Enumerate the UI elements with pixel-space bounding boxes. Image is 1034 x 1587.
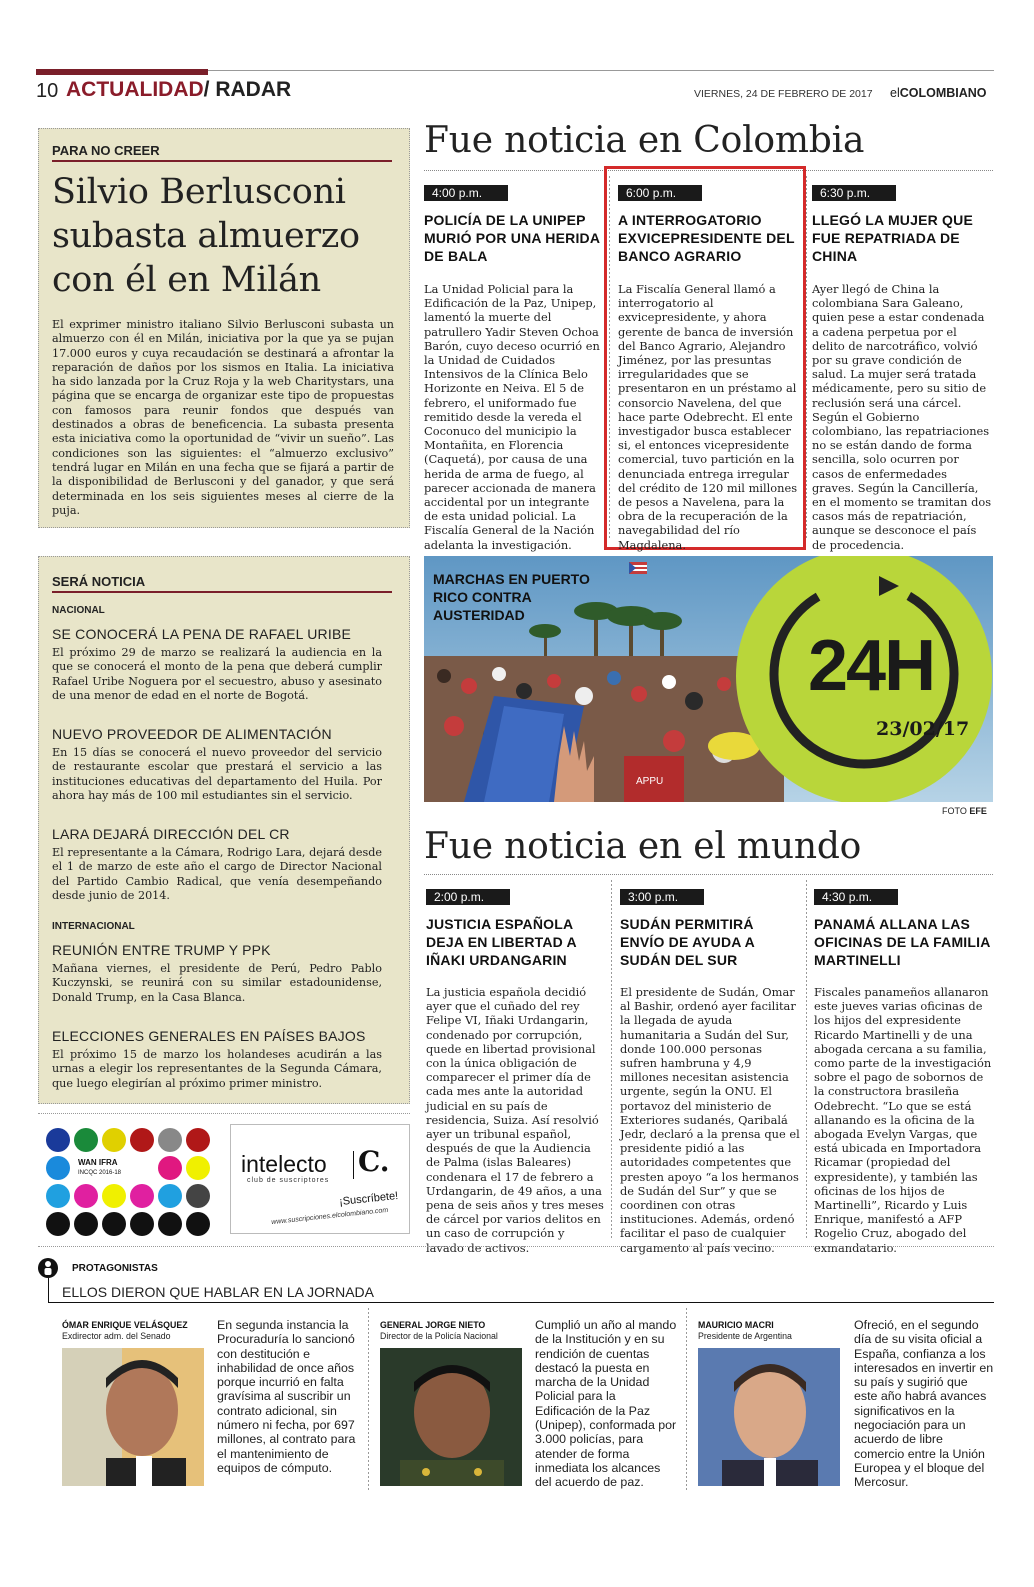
mundo-story-3 xyxy=(814,886,992,1255)
sera-noticia-head-3: LARA DEJARÁ DIRECCIÓN DEL CR xyxy=(52,826,290,842)
section-name: ACTUALIDAD xyxy=(66,78,204,101)
category-nacional: NACIONAL xyxy=(52,605,105,616)
category-internacional: INTERNACIONAL xyxy=(52,921,135,932)
club-logo-letter: C. xyxy=(358,1145,390,1178)
time-badge: 2:00 p.m. xyxy=(426,889,510,905)
newspaper-logo xyxy=(890,86,987,100)
para-no-creer-title: Silvio Berlusconi subasta almuerzo con él en Milán xyxy=(52,172,360,300)
story-body: El presidente de Sudán, Omar al Bashir, ordenó ayer facilitar la llegada de ayuda humanitaria a Sudán del Sur, donde 100.000 personas sufren hambruna y 4,9 millones necesitan asistencia urgente, según la ONU. El portavoz del ministerio de Exteriores sudanés, Qaribalá Jedr, declaró a la prensa que el presidente pidió a las autoridades competentes que presten apoyo “a los hermanos de Sudán del Sur” y que se coordinen con otras instituciones. Además, ordenó facilitar el paso de cualquier cargamento al país vecino. xyxy=(620,985,800,1255)
colombia-story-3 xyxy=(812,182,992,552)
column-divider xyxy=(368,1308,369,1490)
story-body: Ayer llegó de China la colombiana Sara Galeano, quien pese a estar condenada a cadena perpetua por el delito de narcotráfico, volvió por su grave condición de salud. La mujer será tratada médicamente, pero su sitio de reclusión será una cárcel. Según el Gobierno colombiano, las repatriaciones no se están dando de forma sencilla, solo ocurren por casos de enfermedades graves. Según la Cancillería, en el momento se tramitan dos casos más de repatriación, aunque se desconoce el país de procedencia. xyxy=(812,282,992,552)
print-color-test-chart xyxy=(44,1126,212,1238)
sera-noticia-body-4: Mañana viernes, el presidente de Perú, Pedro Pablo Kuczynski, se reunirá con su similar estadounidense, Donald Trump, en la Casa Blanca. xyxy=(52,962,382,1004)
person-icon xyxy=(38,1258,58,1278)
sera-noticia-head-2: NUEVO PROVEEDOR DE ALIMENTACIÓN xyxy=(52,726,332,742)
time-badge: 3:00 p.m. xyxy=(620,889,704,905)
para-no-creer-kicker: PARA NO CREER xyxy=(52,143,160,158)
sera-noticia-body-5: El próximo 15 de marzo los holandeses acudirán a las urnas a elegir los representantes de la Segunda Cámara, que luego elegirían al próximo primer ministro. xyxy=(52,1048,382,1090)
story-body: La Unidad Policial para la Edificación de la Paz, Unipep, lamentó la muerte del patrullero Yadir Steven Ochoa Barón, cuyo deceso ocurrió en la Unidad de Cuidados Intensivos de la Clínica Belo Horizonte en Neiva. El 5 de febrero, el uniformado fue remitido desde la vereda el Coconuco del municipio la Montañita, en Florencia (Caquetá), por causa de una herida de arma de fuego, al parecer accionada de manera accidental por un integrante de esta unidad policial. La Fiscalía General de la Nación adelanta la investigación. xyxy=(424,282,600,552)
photo-credit xyxy=(942,806,987,816)
protagonist-1-name: ÓMAR ENRIQUE VELÁSQUEZ xyxy=(62,1320,188,1330)
column-divider xyxy=(806,176,807,538)
protagonist-3-quote: Ofreció, en el segundo día de su visita oficial a España, confianza a los interesados en invertir en su país y sugirió que este año habrá avances significativos en la negociación para un acuerdo de libre comercio entre la Unión Europea y el bloque del Mercosur. xyxy=(854,1318,994,1490)
logo-prefix: el xyxy=(890,86,900,100)
time-badge: 6:00 p.m. xyxy=(618,185,702,201)
protagonist-1-photo xyxy=(62,1348,204,1486)
story-body: Fiscales panameños allanaron este jueves varias oficinas de los hijos del expresidente Ricardo Martinelli y de una abogada cercana a su familia, como parte de la investigación sobre el pago de sobornos de la constructora brasileña Odebrecht. “Lo que se está allanando es la oficina de la abogada Evelyn Vargas, que está ubicada en Importadora Ricamar (propiedad del expresidente), y también las oficinas de los hijos de Martinelli”, Ricardo y Luis Enrique, manifestó a AFP Rogelio Cruz, abogado del exmandatario. xyxy=(814,985,992,1255)
story-headline: LLEGÓ LA MUJER QUE FUE REPATRIADA DE CHINA xyxy=(812,212,973,264)
24h-date: 23/02/17 xyxy=(876,718,970,740)
section-title xyxy=(66,78,291,102)
time-badge: 6:30 p.m. xyxy=(812,185,896,201)
protagonistas-kicker: PROTAGONISTAS xyxy=(72,1263,158,1274)
story-body: La justicia española decidió ayer que el cuñado del rey Felipe VI, Iñaki Urdangarin, condenado por corrupción, quede en libertad provisional con la única obligación de comparecer el primer día de cada mes ante la autoridad judicial en su país de residencia, Suiza. Así resolvió ayer un tribunal español, después de que la Audiencia de Palma (islas Baleares) condenara el 17 de febrero a Urdangarin, de 49 años, a una pena de seis años y tres meses de cárcel por varios delitos en un caso de corrupción y lavado de activos. xyxy=(426,985,604,1255)
protagonist-1-quote: En segunda instancia la Procuraduría lo sancionó con destitución e inhabilidad de once años porque incurrió en falta gravísima al suscribir un contrato adicional, sin número ni fecha, por 697 millones, al contrato para el mantenimiento de equipos de cómputo. xyxy=(217,1318,356,1475)
story-headline: POLICÍA DE LA UNIPEP MURIÓ POR UNA HERIDA DE BALA xyxy=(424,212,600,264)
protagonist-2-photo xyxy=(380,1348,522,1486)
kicker-rule xyxy=(52,591,392,593)
photo-credit-agency: EFE xyxy=(969,806,987,816)
protagonist-2-name: GENERAL JORGE NIETO xyxy=(380,1320,486,1330)
protagonist-3-name: MAURICIO MACRI xyxy=(698,1320,774,1330)
section-color-bar xyxy=(36,69,208,75)
divider xyxy=(38,1113,410,1114)
story-headline: JUSTICIA ESPAÑOLA DEJA EN LIBERTAD A IÑAKI URDANGARIN xyxy=(426,916,577,968)
protagonist-2-role: Director de la Policía Nacional xyxy=(380,1331,498,1341)
protagonist-2-quote: Cumplió un año al mando de la Institución y en su rendición de cuentas destacó la puesta en marcha de la Unidad Policial para la Edificación de la Paz (Unipep), conformada por 3.000 policías, para atender de forma inmediata los alcances del acuerdo de paz. xyxy=(535,1318,677,1490)
sera-noticia-head-4: REUNIÓN ENTRE TRUMP Y PPK xyxy=(52,942,271,958)
edition-date: VIERNES, 24 DE FEBRERO DE 2017 xyxy=(694,88,873,100)
story-headline: SUDÁN PERMITIRÁ ENVÍO DE AYUDA A SUDÁN DEL SUR xyxy=(620,916,755,968)
column-divider xyxy=(611,880,612,1240)
protagonistas-rule xyxy=(48,1302,994,1303)
column-divider xyxy=(686,1308,687,1490)
colombia-section-title: Fue noticia en Colombia xyxy=(424,120,865,161)
sera-noticia-body-1: El próximo 29 de marzo se realizará la audiencia en la que se conocerá el monto de la pena que deberá cumplir Rafael Uribe Noguera por el secuestro, abuso y asesinato de una menor de edad en el norte de Bogotá. xyxy=(52,646,382,702)
protagonistas-subtitle: ELLOS DIERON QUE HABLAR EN LA JORNADA xyxy=(62,1284,374,1300)
protagonist-1-role: Exdirector adm. del Senado xyxy=(62,1331,171,1341)
colombia-story-2 xyxy=(618,182,800,552)
sera-noticia-body-2: En 15 días se conocerá el nuevo proveedor del servicio de restaurante escolar que prestará el servicio a las instituciones educativas del departamento del Huila. Por ahora hay más de 100 mil estudiantes sin el servicio. xyxy=(52,746,382,802)
story-headline: A INTERROGATORIO EXVICEPRESIDENTE DEL BANCO AGRARIO xyxy=(618,212,795,264)
logo-main: COLOMBIANO xyxy=(899,86,987,100)
kicker-rule xyxy=(52,160,392,162)
protagonist-3-photo xyxy=(698,1348,840,1486)
sera-noticia-head-5: ELECCIONES GENERALES EN PAÍSES BAJOS xyxy=(52,1028,366,1044)
mundo-section-title: Fue noticia en el mundo xyxy=(424,826,862,867)
ad-subtitle: club de suscriptores xyxy=(247,1177,330,1184)
intelecto-ad[interactable] xyxy=(230,1124,410,1234)
story-headline: PANAMÁ ALLANA LAS OFICINAS DE LA FAMILIA MARTINELLI xyxy=(814,916,991,968)
subscribe-cta[interactable]: ¡Suscríbete! xyxy=(338,1189,399,1209)
page-number: 10 xyxy=(36,80,59,102)
divider xyxy=(38,1246,994,1247)
bracket-rule xyxy=(48,1278,49,1302)
wan-ifra-sub: INCQC 2016-18 xyxy=(78,1170,122,1176)
photo-credit-prefix: FOTO xyxy=(942,806,970,816)
mundo-story-1 xyxy=(426,886,604,1255)
24h-badge: 24H xyxy=(808,626,935,706)
column-divider xyxy=(806,880,807,1240)
intelecto-brand: intelecto xyxy=(241,1151,327,1177)
colombia-story-1 xyxy=(424,182,604,552)
photo-caption: MARCHAS EN PUERTO RICO CONTRA AUSTERIDAD xyxy=(433,571,590,623)
wan-ifra-logo: WAN IFRA xyxy=(78,1158,118,1167)
sera-noticia-body-3: El representante a la Cámara, Rodrigo Lara, dejará desde el 1 de marzo de este año el cargo de Director Nacional del Partido Cambio Radical, que venía desempeñando desde junio de 2014. xyxy=(52,846,382,902)
time-badge: 4:30 p.m. xyxy=(814,889,898,905)
mundo-story-2 xyxy=(620,886,800,1255)
time-badge: 4:00 p.m. xyxy=(424,185,508,201)
subsection-name: / RADAR xyxy=(203,78,292,101)
story-body: La Fiscalía General llamó a interrogatorio al exvicepresidente, y ahora gerente de banca de inversión del Banco Agrario, Alejandro Jiménez, por las presuntas irregularidades que se presentaron en un préstamo al consorcio Navelena, del que hace parte Odebrecht. El ente investigador busca establecer si, el entonces vicepresidente comercial, tuvo partición en la denunciada entrega irregular del crédito de 120 mil millones de pesos a Navelena, para la obra de la recuperación de la navegabilidad del río Magdalena. xyxy=(618,282,798,552)
subscribe-url[interactable]: www.suscripciones.elcolombiano.com xyxy=(270,1206,389,1227)
para-no-creer-body: El exprimer ministro italiano Silvio Berlusconi subasta un almuerzo con él en Milán, iniciativa por la que ya se pujan 17.000 euros y cuya recaudación se destinará a afrontar la reparación de daños por los sismos en Italia. La iniciativa ha sido lanzada por la Cruz Roja y la web Charitystars, una página que se encarga de organizar este tipo de propuestas con famosos para reunir fondos que después van destinados a obras de beneficencia. La subasta presenta esta iniciativa como la oportunidad de “vivir un sueño”. Las condiciones son las siguientes: el “almuerzo exclusivo” tendrá lugar en Milán en una fecha que se fijará a partir de la disponibilidad de Berlusconi y del ganador, y que será determinada en los seis siguientes meses al cierre de la puja. xyxy=(52,318,394,517)
sera-noticia-kicker: SERÁ NOTICIA xyxy=(52,574,146,589)
protagonist-3-role: Presidente de Argentina xyxy=(698,1331,792,1341)
sign-text: APPU xyxy=(636,776,664,787)
section-rule xyxy=(424,874,993,875)
sera-noticia-head-1: SE CONOCERÁ LA PENA DE RAFAEL URIBE xyxy=(52,626,352,642)
ad-divider xyxy=(353,1151,354,1179)
